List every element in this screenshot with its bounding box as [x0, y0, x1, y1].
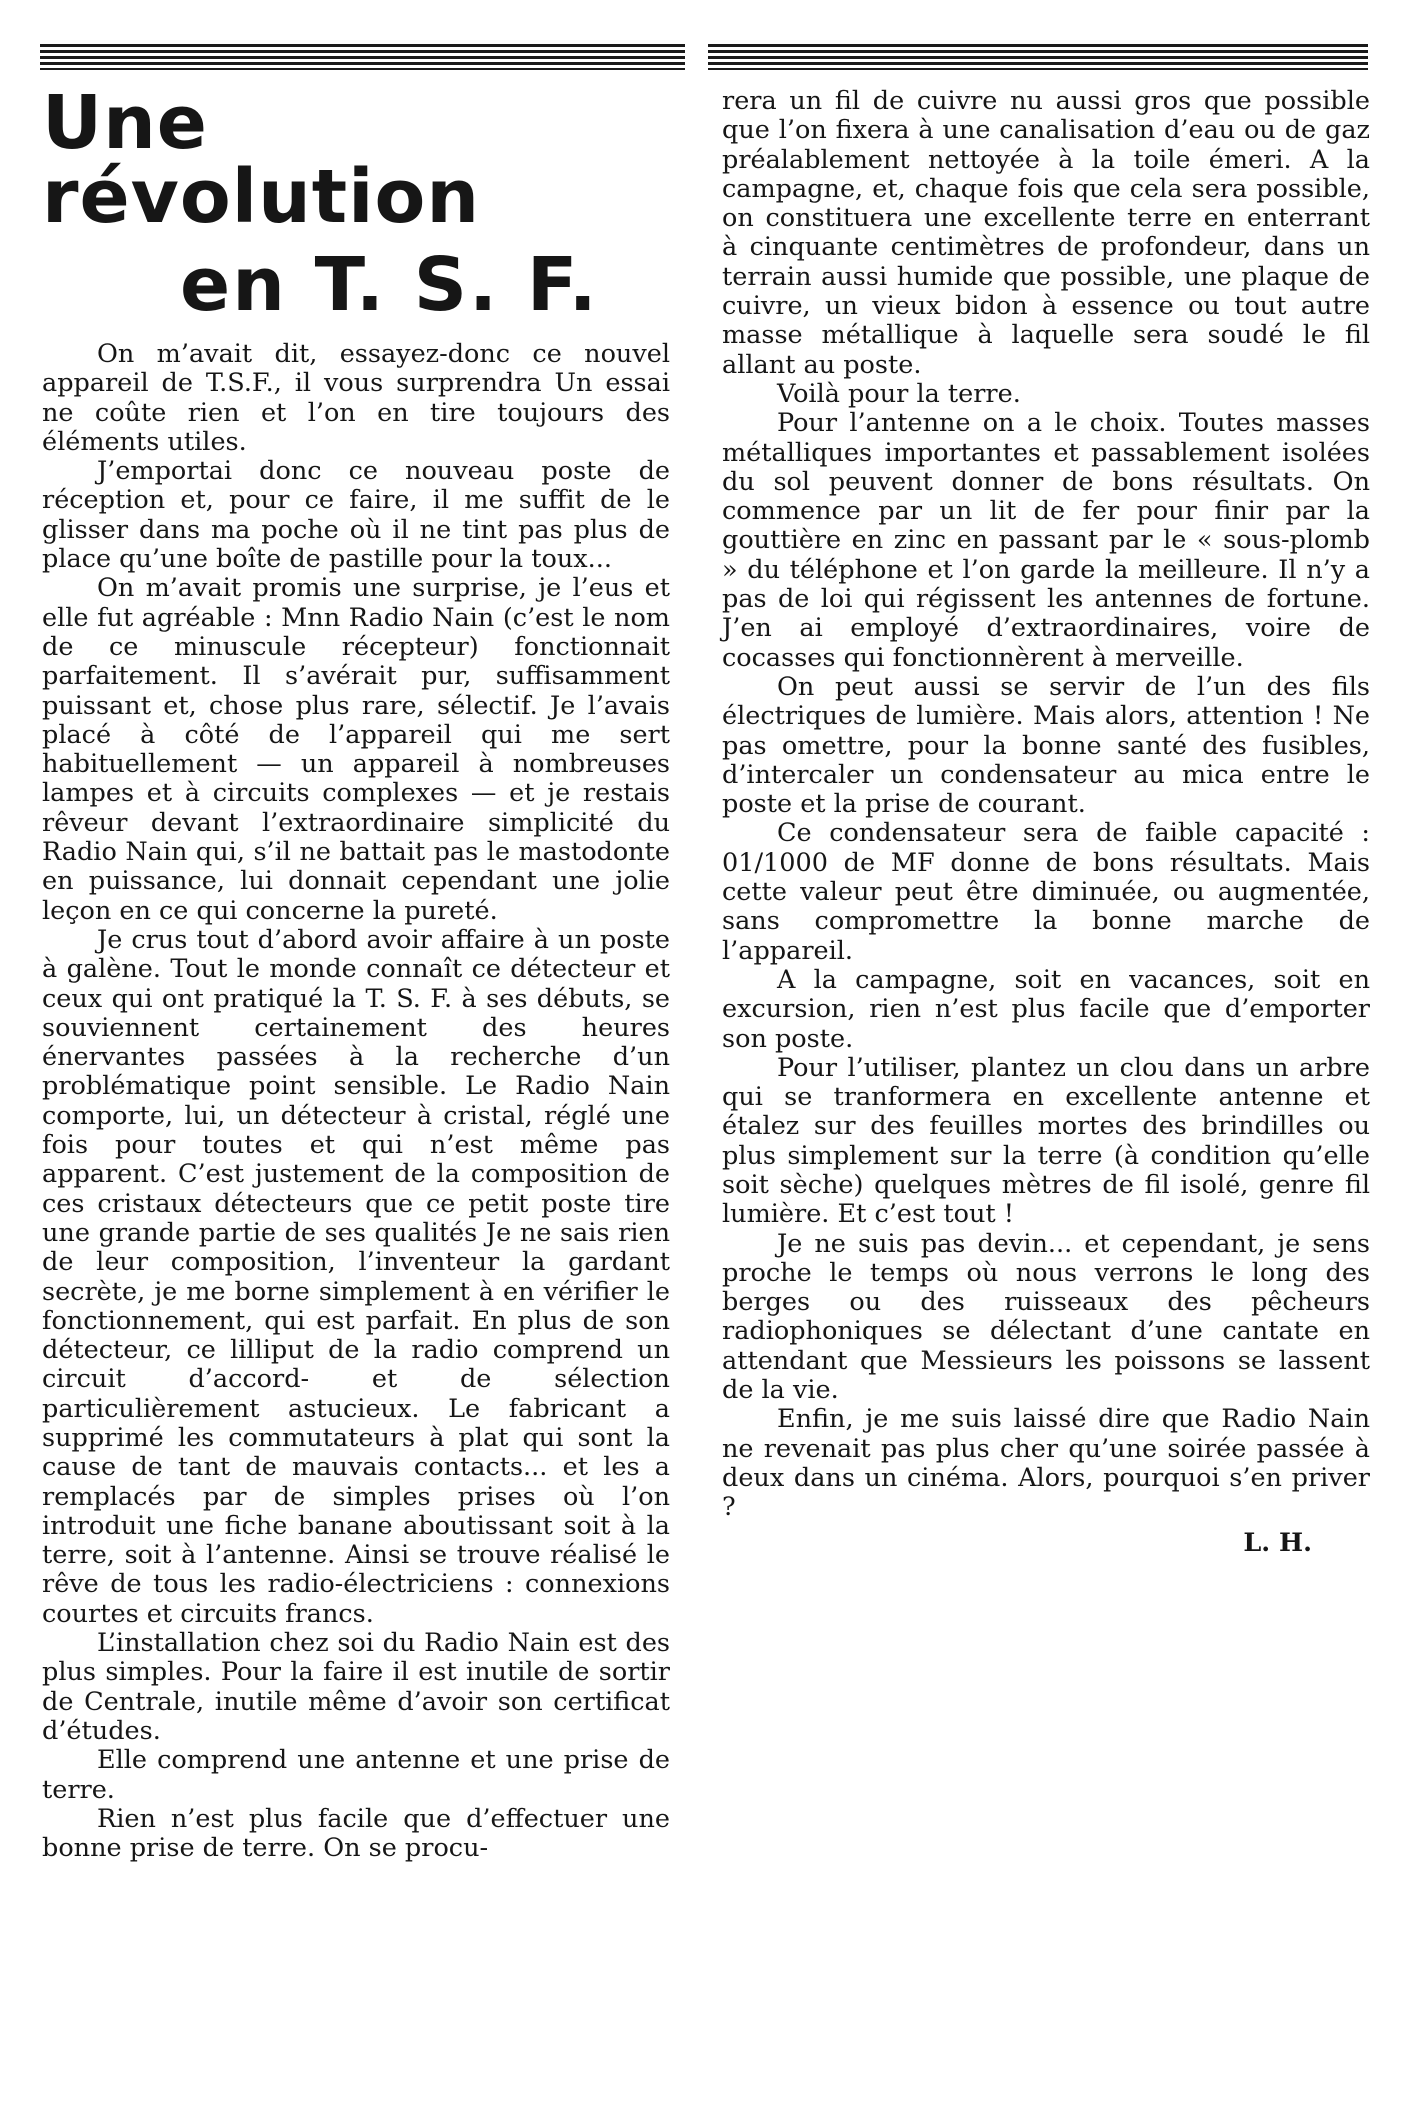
article-title [42, 80, 670, 328]
paragraph: On m’avait promis une surprise, je l’eus et elle fut agréable : Mnn Radio Nain (c’est le nom de ce minuscule récepteur) fonctionnait parfaitement. Il s’avérait pur, suffisamment puissant et, chose plus rare, sélectif. Je l’avais placé à côté de l’appareil qui me sert habituellement — un appareil à nombreuses lampes et à circuits complexes — et je restais rêveur devant l’extraordinaire simplicité du Radio Nain qui, s’il ne battait pas le mastodonte en puissance, lui donnait cependant une jolie leçon en ce qui concerne la pureté. [42, 573, 670, 926]
paragraph: Rien n’est plus facile que d’effectuer une bonne prise de terre. On se procu- [42, 1803, 670, 1864]
paragraph: Je ne suis pas devin... et cependant, je sens proche le temps où nous verrons le long des berges ou des ruisseaux des pêcheurs radiophoniques se délectant d’une cantate en attendant que Messieurs les poissons se lassent de la vie. [722, 1228, 1370, 1406]
author-signature: L. H. [1243, 1527, 1312, 1558]
paragraph: J’emportai donc ce nouveau poste de réception et, pour ce faire, il me suffit de le glisser dans ma poche où il ne tint pas plus de place qu’une boîte de pastille pour la toux... [42, 456, 670, 575]
paragraph-continued: rera un fil de cuivre nu aussi gros que possible que l’on fixera à une canalisation d’eau ou de gaz préalablement nettoyée à la toile émeri. A la campagne, et, chaque fois que cela sera possible, on constituera une excellente terre en enterrant à cinquante centimètres de profondeur, dans un terrain aussi humide que possible, une plaque de cuivre, un vieux bidon à essence ou tout autre masse métallique à laquelle sera soudé le fil allant au poste. [722, 86, 1370, 380]
right-column [722, 87, 1370, 1558]
paragraph: Pour l’antenne on a le choix. Toutes masses métalliques importantes et passablement isolées du sol peuvent donner de bons résultats. On commence par un lit de fer pour finir par la gouttière en zinc en passant par le « sous-plomb » du téléphone et l’on garde la meilleure. Il n’y a pas de loi qui régissent les antennes de fortune. J’en ai employé d’extraordinaires, voire de cocasses qui fonctionnèrent à merveille. [722, 408, 1370, 673]
paragraph: On peut aussi se servir de l’un des fils électriques de lumière. Mais alors, attention ! Ne pas omettre, pour la bonne santé des fusibles, d’intercaler un condensateur au mica entre le poste et la prise de courant. [722, 671, 1370, 820]
paragraph: Je crus tout d’abord avoir affaire à un poste à galène. Tout le monde connaît ce détecteur et ceux qui ont pratiqué la T. S. F. à ses débuts, se souviennent certainement des heures énervantes passées à la recherche d’un problématique point sensible. Le Radio Nain comporte, lui, un détecteur à cristal, réglé une fois pour toutes et qui n’est même pas apparent. C’est justement de la composition de ces cristaux détecteurs que ce petit poste tire une grande partie de ses qualités Je ne sais rien de leur composition, l’inventeur la gardant secrète, je me borne simplement à en vérifier le fonctionnement, qui est parfait. En plus de son détecteur, ce lilliput de la radio comprend un circuit d’accord- et de sélection particulièrement astucieux. Le fabricant a supprimé les commutateurs à plat qui sont la cause de tant de mauvais contacts... et les a remplacés par de simples prises où l’on introduit une fiche banane aboutissant soit à la terre, soit à l’antenne. Ainsi se trouve réalisé le rêve de tous les radio-électriciens : connexions courtes et circuits francs. [42, 924, 670, 1629]
paragraph: On m’avait dit, essayez-donc ce nouvel appareil de T.S.F., il vous surprendra Un essai ne coûte rien et l’on en tire toujours des éléments utiles. [42, 339, 670, 457]
paragraph: L’installation chez soi du Radio Nain est des plus simples. Pour la faire il est inutile de sortir de Centrale, inutile même d’avoir son certificat d’études. [42, 1628, 670, 1746]
paragraph: Pour l’utiliser, plantez un clou dans un arbre qui se tranformera en excellente antenne et étalez sur des feuilles mortes des brindilles ou plus simplement sur la terre (à condition qu’elle soit sèche) quelques mètres de fil isolé, genre fil lumière. Et c’est tout ! [722, 1052, 1370, 1230]
title-line-2: en T. S. F. [180, 242, 599, 328]
left-column [42, 80, 670, 1864]
paragraph: A la campagne, soit en vacances, soit en excursion, rien n’est plus facile que d’emporter son poste. [722, 964, 1370, 1054]
paragraph: Voilà pour la terre. [777, 378, 1021, 409]
title-line-1: Une révolution [42, 80, 481, 240]
paragraph: Elle comprend une antenne et une prise de terre. [42, 1745, 670, 1805]
paragraph: Enfin, je me suis laissé dire que Radio Nain ne revenait pas plus cher qu’une soirée passée à deux dans un cinéma. Alors, pourquoi s’en priver ? [722, 1404, 1370, 1523]
paragraph: Ce condensateur sera de faible capacité : 01/1000 de MF donne de bons résultats. Mais cette valeur peut être diminuée, ou augmentée, sans compromettre la bonne marche de l’appareil. [722, 818, 1370, 966]
top-rule-right [708, 44, 1368, 70]
top-rule-left [40, 44, 685, 70]
